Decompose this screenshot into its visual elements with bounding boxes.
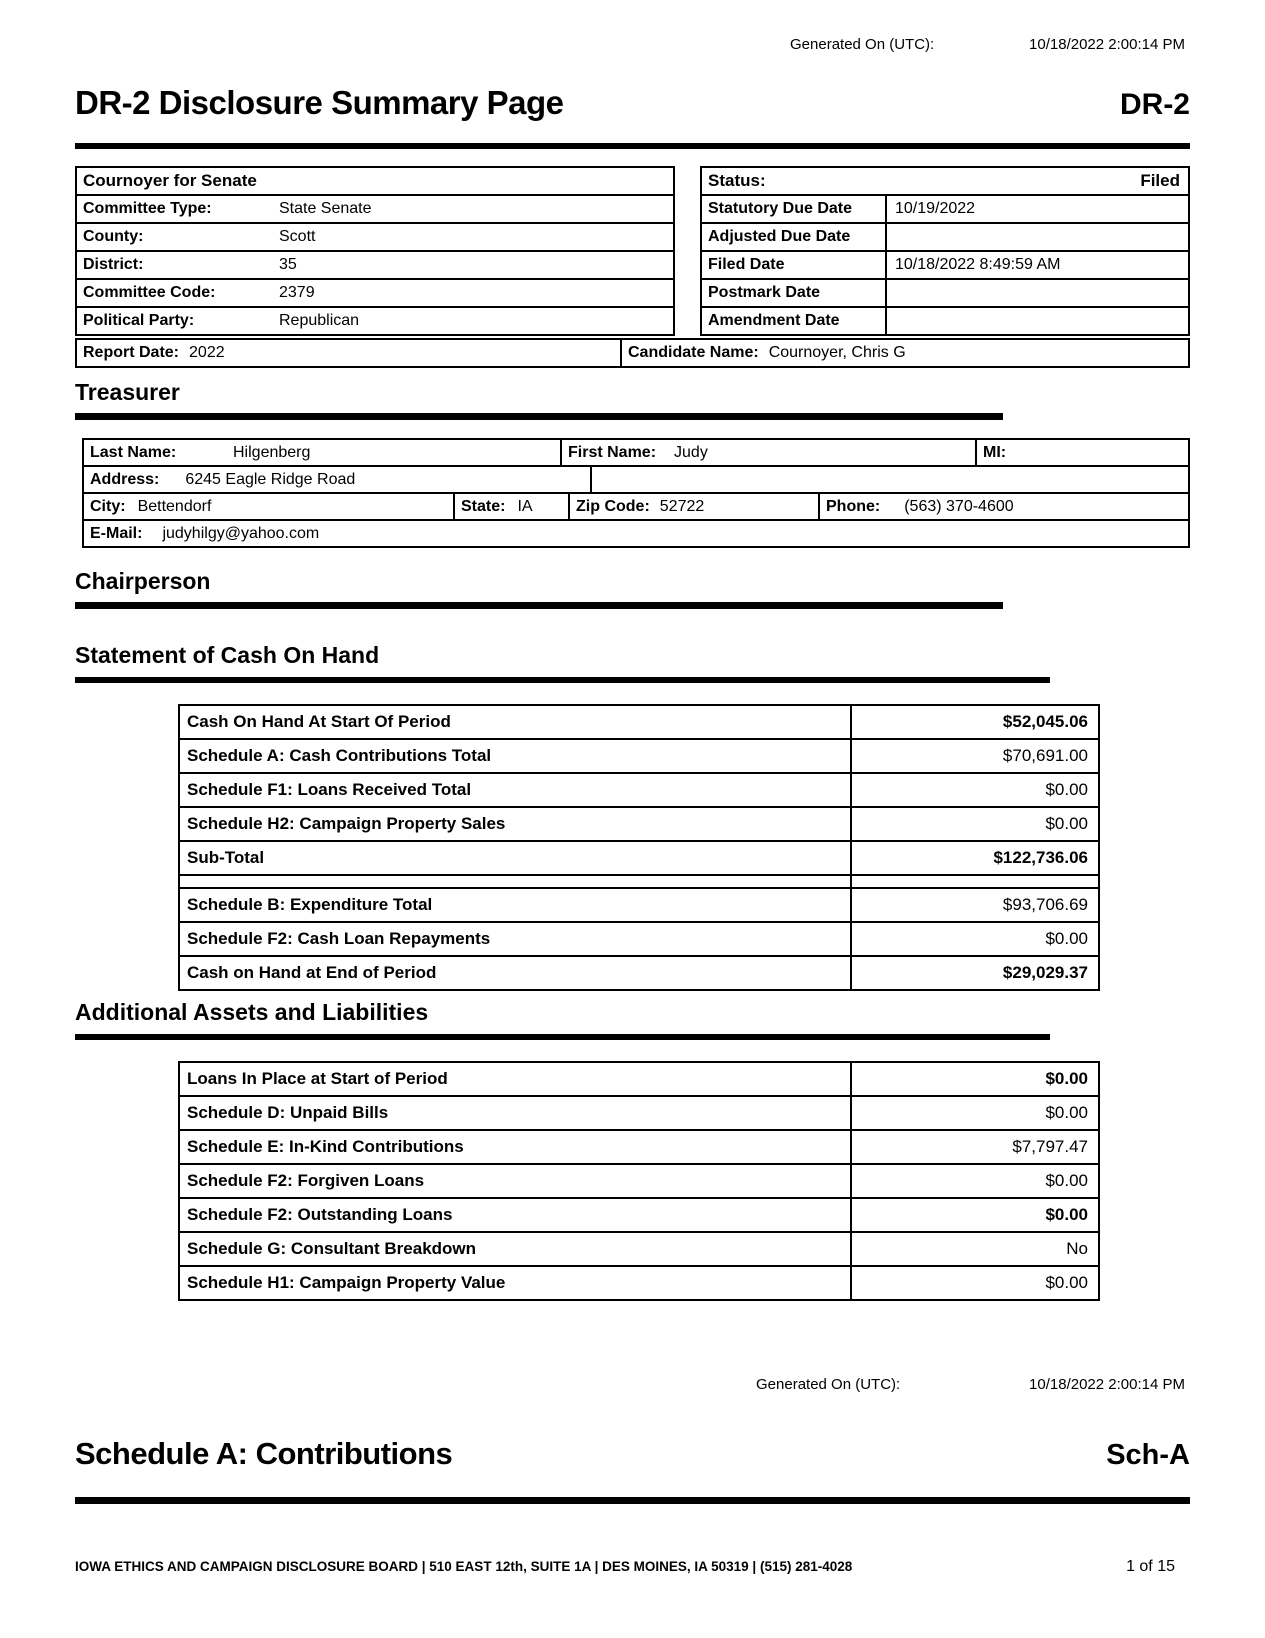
field-label: Statutory Due Date: [702, 196, 887, 222]
row-value: $0.00: [850, 1265, 1100, 1301]
field-label: Zip Code:: [576, 497, 650, 515]
field-value: 2379: [279, 284, 315, 301]
schedule-a-code: Sch-A: [1106, 1439, 1190, 1471]
row-label: Schedule F2: Cash Loan Repayments: [178, 921, 852, 957]
treasurer-table: [82, 438, 1190, 548]
field-label: Amendment Date: [702, 308, 887, 334]
summary-row: [178, 1129, 1100, 1165]
field-value: Scott: [279, 228, 316, 245]
treasurer-heading: Treasurer: [75, 379, 180, 405]
committee-table: [75, 166, 675, 336]
schedule-a-row: [75, 1436, 1190, 1472]
treasurer-name-row: [82, 438, 1190, 467]
summary-row: [178, 1265, 1100, 1301]
field-label: Address:: [90, 470, 160, 488]
field-value: 10/18/2022 8:49:59 AM: [895, 256, 1061, 273]
row-label: Schedule H1: Campaign Property Value: [178, 1265, 852, 1301]
row-value: $0.00: [850, 1061, 1100, 1097]
row-label: Schedule F1: Loans Received Total: [178, 772, 852, 808]
row-label: Loans In Place at Start of Period: [178, 1061, 852, 1097]
committee-name-row: [75, 166, 675, 196]
report-date-row: [75, 338, 1190, 368]
title-rule: [75, 143, 1190, 149]
field-label: Committee Code:: [83, 284, 216, 301]
committee-row: [75, 222, 675, 252]
field-label: Phone:: [826, 497, 881, 515]
row-label: Schedule G: Consultant Breakdown: [178, 1231, 852, 1267]
footer-board-info: IOWA ETHICS AND CAMPAIGN DISCLOSURE BOARD | 510 EAST 12th, SUITE 1A | DES MOINES, IA 50319 | (515) 281-4028: [75, 1559, 853, 1574]
row-label: Cash on Hand at End of Period: [178, 955, 852, 991]
treasurer-city-row: [82, 492, 1190, 521]
field-label: Political Party:: [83, 312, 195, 329]
row-value: $0.00: [850, 772, 1100, 808]
additional-assets-table: [178, 1061, 1100, 1301]
row-label: Schedule A: Cash Contributions Total: [178, 738, 852, 774]
row-value: $70,691.00: [850, 738, 1100, 774]
summary-row: [178, 1231, 1100, 1267]
mi-cell: [975, 438, 1190, 467]
cash-on-hand-heading: Statement of Cash On Hand: [75, 642, 380, 668]
field-label: County:: [83, 228, 144, 245]
summary-row: [178, 1095, 1100, 1131]
phone-value: (563) 370-4600: [904, 497, 1014, 515]
row-value: No: [850, 1231, 1100, 1267]
zip-value: 52722: [659, 497, 705, 515]
committee-row: [75, 278, 675, 308]
committee-name: Cournoyer for Senate: [83, 171, 257, 190]
summary-row: [178, 772, 1100, 808]
treasurer-rule: [75, 413, 1003, 420]
treasurer-address-row: [82, 465, 1190, 494]
generated-on-label: Generated On (UTC):: [756, 1376, 901, 1393]
footer-page-number: 1 of 15: [1126, 1558, 1175, 1575]
row-label: Schedule D: Unpaid Bills: [178, 1095, 852, 1131]
row-value: $0.00: [850, 1163, 1100, 1199]
field-value: 10/19/2022: [895, 200, 976, 217]
chairperson-rule: [75, 602, 1003, 609]
row-value: $29,029.37: [850, 955, 1100, 991]
generated-on-value: 10/18/2022 2:00:14 PM: [1029, 36, 1185, 53]
committee-row: [75, 250, 675, 280]
cash-on-hand-rule: [75, 677, 1050, 683]
schedule-a-rule: [75, 1497, 1190, 1504]
status-value: Filed: [1140, 171, 1180, 190]
row-label: Schedule F2: Outstanding Loans: [178, 1197, 852, 1233]
field-label: District:: [83, 256, 144, 273]
field-label: City:: [90, 497, 126, 515]
status-row: [700, 306, 1190, 336]
field-label: Candidate Name:: [628, 344, 759, 361]
summary-row-total: [178, 955, 1100, 991]
first-name-value: Judy: [674, 443, 708, 461]
row-value: $0.00: [850, 1095, 1100, 1131]
state-value: IA: [517, 497, 533, 515]
page-title: DR-2 Disclosure Summary Page: [75, 84, 564, 121]
summary-row: [178, 921, 1100, 957]
candidate-name-value: Cournoyer, Chris G: [768, 344, 906, 361]
status-table: [700, 166, 1190, 336]
row-label: Schedule B: Expenditure Total: [178, 887, 852, 923]
field-label: State:: [461, 497, 506, 515]
generated-on-label: Generated On (UTC):: [790, 36, 935, 53]
phone-cell: [818, 492, 1190, 521]
status-label: Status:: [708, 171, 766, 190]
field-label: First Name:: [568, 443, 657, 461]
status-row: [700, 278, 1190, 308]
additional-assets-heading: Additional Assets and Liabilities: [75, 999, 429, 1025]
row-label: Schedule E: In-Kind Contributions: [178, 1129, 852, 1165]
field-label: MI:: [983, 443, 1007, 461]
status-header-row: [700, 166, 1190, 196]
page-footer: [75, 1558, 1175, 1576]
summary-row: [178, 1061, 1100, 1097]
generated-on-value: 10/18/2022 2:00:14 PM: [1029, 1376, 1185, 1393]
state-cell: [453, 492, 570, 521]
summary-row-subtotal: [178, 840, 1100, 876]
city-value: Bettendorf: [137, 497, 212, 515]
summary-row: [178, 806, 1100, 842]
email-cell: [82, 519, 1190, 548]
chairperson-heading: Chairperson: [75, 568, 211, 594]
summary-row: [178, 1197, 1100, 1233]
row-label: Schedule F2: Forgiven Loans: [178, 1163, 852, 1199]
schedule-a-heading: Schedule A: Contributions: [75, 1436, 453, 1471]
status-row: [700, 222, 1190, 252]
email-value: judyhilgy@yahoo.com: [162, 524, 320, 542]
field-label: E-Mail:: [90, 524, 143, 542]
generated-on-bottom: [756, 1376, 1185, 1393]
row-value: $93,706.69: [850, 887, 1100, 923]
row-value: $0.00: [850, 806, 1100, 842]
field-label: Committee Type:: [83, 200, 212, 217]
summary-row: [178, 887, 1100, 923]
row-label: Cash On Hand At Start Of Period: [178, 704, 852, 740]
row-value: $0.00: [850, 921, 1100, 957]
treasurer-email-row: [82, 519, 1190, 548]
row-label: Sub-Total: [178, 840, 852, 876]
summary-row: [178, 738, 1100, 774]
row-value: $0.00: [850, 1197, 1100, 1233]
address-extra-cell: [590, 465, 1190, 494]
last-name-cell: [82, 438, 562, 467]
field-value: State Senate: [279, 200, 372, 217]
address-value: 6245 Eagle Ridge Road: [185, 470, 356, 488]
report-date-value: 2022: [189, 344, 225, 361]
last-name-value: Hilgenberg: [233, 443, 311, 461]
row-value: $52,045.06: [850, 704, 1100, 740]
field-value: 35: [279, 256, 297, 273]
row-value: $7,797.47: [850, 1129, 1100, 1165]
summary-row: [178, 1163, 1100, 1199]
generated-on-top: [790, 36, 1185, 53]
field-label: Last Name:: [90, 443, 177, 461]
field-label: Filed Date: [702, 252, 887, 278]
row-label: Schedule H2: Campaign Property Sales: [178, 806, 852, 842]
candidate-name-cell: [622, 340, 1188, 366]
row-value: $122,736.06: [850, 840, 1100, 876]
zip-cell: [568, 492, 820, 521]
first-name-cell: [560, 438, 977, 467]
committee-row: [75, 194, 675, 224]
committee-row: [75, 306, 675, 336]
address-cell: [82, 465, 592, 494]
cash-on-hand-table: [178, 704, 1100, 991]
field-label: Report Date:: [83, 344, 180, 361]
field-label: Postmark Date: [702, 280, 887, 306]
additional-assets-rule: [75, 1034, 1050, 1040]
form-code: DR-2: [1119, 88, 1190, 121]
summary-row: [178, 704, 1100, 740]
field-label: Adjusted Due Date: [702, 224, 887, 250]
status-row: [700, 194, 1190, 224]
report-date-cell: [77, 340, 622, 366]
field-value: Republican: [279, 312, 360, 329]
city-cell: [82, 492, 455, 521]
title-row: [75, 84, 1190, 122]
status-row: [700, 250, 1190, 280]
